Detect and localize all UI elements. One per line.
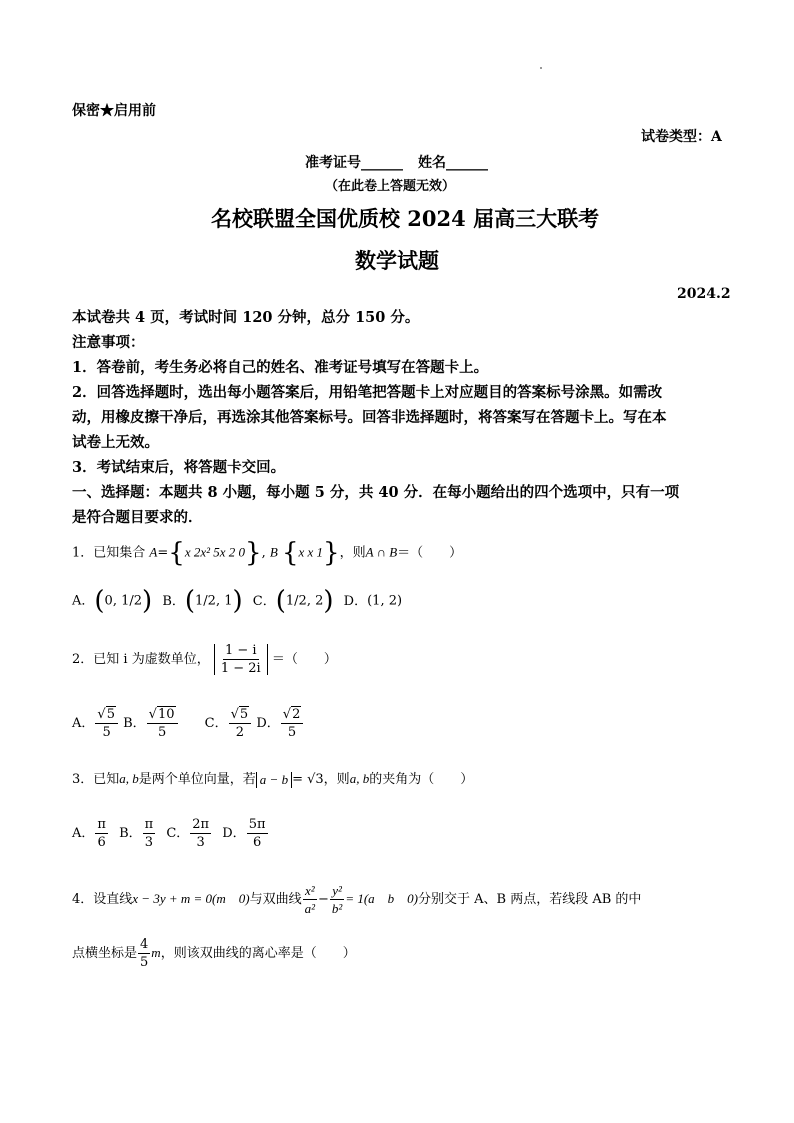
q3-option-c-num: 2π xyxy=(192,817,210,832)
q4-tail-1: 分别交于 A、B 两点，若线段 AB 的中 xyxy=(418,892,642,907)
q3-eq: = √3 xyxy=(292,772,324,787)
q1-options: A．(0, 1/2) B．(1/2, 1) C．(1/2, 2) D．(1, 2) xyxy=(72,586,403,616)
secret-label: 保密★启用前 xyxy=(72,103,156,119)
q2-numerator: 1 − i xyxy=(224,643,257,658)
q3-tail: 的夹角为（ ） xyxy=(369,772,474,787)
q4-frac-den: 5 xyxy=(140,955,149,970)
note-2-line-2: 动，用橡皮擦干净后，再选涂其他答案标号。回答非选择题时，将答案写在答题卡上。写在本 xyxy=(72,409,667,426)
q1-option-a-label: A． xyxy=(72,593,95,609)
subject-title: 数学试题 xyxy=(355,248,439,273)
q3-mid2: ，则 xyxy=(323,772,350,787)
q1-option-a: 0, 1/2 xyxy=(104,593,143,609)
question-2 xyxy=(72,644,337,675)
q1-option-c-label: C． xyxy=(252,593,276,609)
q4-line2-tail: ，则该双曲线的离心率是（ ） xyxy=(160,946,356,961)
q4-mid: 与双曲线 xyxy=(249,892,302,907)
q1-option-d-label: D． xyxy=(343,593,368,609)
q4-line-equation: x − 3y + m = 0 xyxy=(132,891,213,906)
q3-option-b-den: 3 xyxy=(144,835,154,850)
q2-option-c-den: 2 xyxy=(235,725,245,740)
q3-option-a-label: A． xyxy=(72,826,95,841)
q3-option-b-num: π xyxy=(144,817,154,832)
q2-option-b-den: 5 xyxy=(157,725,167,740)
q3-vectors: a, b xyxy=(119,771,139,786)
q1-option-b-label: B． xyxy=(162,593,185,609)
q2-options: A． $\frac{√5}{5}$ B． $\frac{√10}{5}$ C． $\frac{√5}{2}$ D． $\frac{√2}{5}$ xyxy=(72,708,304,739)
question-3 xyxy=(72,768,473,788)
q2-option-d-num: 2 xyxy=(292,707,301,722)
exam-date: 2024.2 xyxy=(677,286,731,302)
q3-option-d-label: D． xyxy=(222,826,246,841)
q4-prefix: 4．设直线 xyxy=(72,892,133,907)
q1-intersection: A ∩ B xyxy=(365,544,398,560)
q2-option-c-num: 5 xyxy=(239,707,249,722)
q3-abs-expression: a − b xyxy=(256,772,292,788)
q4-frac-num: 4 xyxy=(140,937,149,952)
q3-option-a-num: π xyxy=(97,817,106,832)
q2-option-b-label: B． xyxy=(123,716,146,731)
section-heading-line-1: 一、选择题：本题共 8 小题，每小题 5 分，共 40 分．在每小题给出的四个选项中，只有一项 xyxy=(72,484,680,501)
q4-var-m: m xyxy=(151,945,161,960)
scan-dot xyxy=(540,67,542,69)
q4-hyperbola-condition: = 1(a b 0) xyxy=(345,891,418,906)
q3-option-d-num: 5π xyxy=(248,817,266,832)
q2-denominator: 1 − 2i xyxy=(220,661,261,676)
q2-option-d-label: D． xyxy=(256,716,280,731)
note-2-line-1: 2．回答选择题时，选出每小题答案后，用铅笔把答题卡上对应题目的答案标号涂黑。如需改 xyxy=(72,384,663,401)
note-1: 1．答卷前，考生务必将自己的姓名、准考证号填写在答题卡上。 xyxy=(72,359,489,376)
q3-option-a-den: 6 xyxy=(97,835,106,850)
note-3: 3．考试结束后，将答题卡交回。 xyxy=(72,459,286,476)
q2-option-a-num: 5 xyxy=(106,707,115,722)
q1-set-a-var: A xyxy=(149,544,158,560)
q3-prefix: 3．已知 xyxy=(72,772,120,787)
q1-option-b: 1/2, 1 xyxy=(195,593,233,609)
name-field: 姓名______ xyxy=(418,155,488,171)
q1-set-b-var: B xyxy=(269,544,278,560)
q2-option-d-den: 5 xyxy=(287,725,297,740)
q4-condition-m: (m 0) xyxy=(212,891,250,906)
q4-line2-prefix: 点横坐标是 xyxy=(72,946,138,961)
q1-set-b-body: x x 1 xyxy=(298,544,324,560)
page-info: 本试卷共 4 页，考试时间 120 分钟，总分 150 分。 xyxy=(72,309,420,326)
q3-option-c-den: 3 xyxy=(196,835,205,850)
exam-title: 名校联盟全国优质校 2024 届高三大联考 xyxy=(211,206,600,231)
q1-suffix: ，则 xyxy=(339,545,366,561)
section-heading-line-2: 是符合题目要求的． xyxy=(72,509,203,526)
q3-mid: 是两个单位向量，若 xyxy=(138,772,256,787)
q3-vectors-ref: a, b xyxy=(349,771,370,786)
candidate-number-field: 准考证号______ xyxy=(305,155,403,171)
q2-prefix: 2．已知 i 为虚数单位， xyxy=(72,652,210,667)
q1-option-c: 1/2, 2 xyxy=(285,593,324,609)
note-2-line-3: 试卷上无效。 xyxy=(72,434,159,451)
invalid-notice: （在此卷上答题无效） xyxy=(325,179,456,194)
q1-prefix: 1．已知集合 xyxy=(72,545,146,561)
q3-option-c-label: C． xyxy=(166,826,190,841)
q1-paren: ＝（ ） xyxy=(397,545,463,561)
q3-option-b-label: B． xyxy=(119,826,142,841)
notes-title: 注意事项： xyxy=(72,334,145,351)
q2-abs-expression xyxy=(214,644,268,675)
q2-option-a-label: A． xyxy=(72,716,95,731)
question-4-line-2 xyxy=(72,938,356,969)
q2-option-a-den: 5 xyxy=(102,725,111,740)
q2-paren: ＝（ ） xyxy=(271,652,337,667)
q3-option-d-den: 6 xyxy=(252,835,262,850)
q1-set-a-body: x 2x² 5x 2 0 xyxy=(184,544,246,560)
question-1: 1．已知集合 A={x 2x² 5x 2 0}, B {x x 1}，则A ∩ B＝（ ） xyxy=(72,538,463,568)
q2-option-c-label: C． xyxy=(204,716,228,731)
question-4-line-1: 4．设直线x − 3y + m = 0(m 0)与双曲线 $\frac{\text{x²}}{\text{a²}}$ − $\frac{\text{y²}}{\text{b²}}$ = 1(a b 0)分别交于 A、B 两点，若线段 AB 的中 xyxy=(72,883,642,916)
q3-options xyxy=(72,818,269,849)
q1-option-d: (1, 2) xyxy=(367,593,403,609)
paper-type: 试卷类型：A xyxy=(641,129,722,145)
q2-option-b-num: 10 xyxy=(157,707,175,722)
